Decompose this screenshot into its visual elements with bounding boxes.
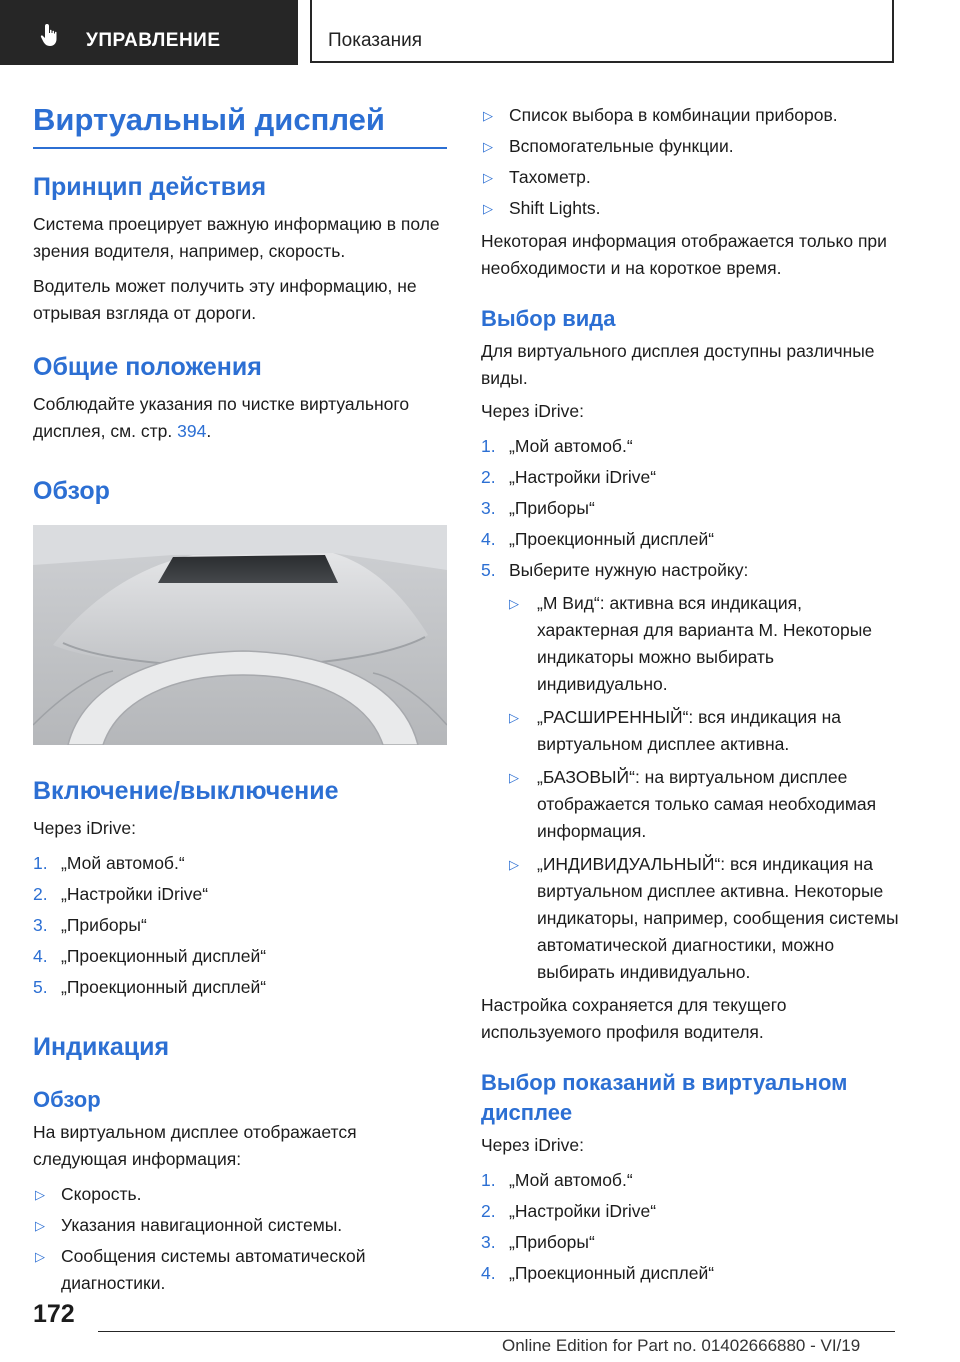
view-saved-paragraph: Настройка сохраняется для текущего используемого профиля водителя. (481, 995, 787, 1042)
step-text: „Настройки iDrive“ (61, 884, 209, 904)
select-steps (481, 1167, 901, 1287)
step-text: „Мой автомоб.“ (509, 1170, 633, 1190)
select-via: Через iDrive: (481, 1135, 584, 1155)
triangle-bullet-icon: ▷ (483, 201, 493, 216)
overview-heading: Обзор (33, 477, 110, 505)
chapter-label: Показания (328, 30, 422, 51)
step-number: 2. (481, 1201, 496, 1221)
list-item (481, 557, 901, 986)
step-number: 3. (33, 915, 48, 935)
onoff-heading: Включение/выключение (33, 777, 339, 805)
principle-paragraph-2: Водитель может получить эту информацию, не отрывая взгляда от дороги. (33, 276, 417, 323)
view-heading: Выбор вида (481, 306, 616, 331)
general-text: Соблюдайте указания по чистке виртуального дисплея, см. стр. (33, 394, 410, 441)
list-item (481, 464, 901, 491)
list-item (509, 590, 901, 698)
option-text: „БАЗОВЫЙ“: на виртуальном дисплее отображается только самая необходимая информация. (537, 767, 877, 841)
indication-subheading: Обзор (33, 1087, 101, 1112)
list-item (481, 164, 901, 191)
head-up-display-photo (33, 525, 447, 745)
triangle-bullet-icon: ▷ (35, 1249, 45, 1264)
list-item (481, 433, 901, 460)
step-text: Выберите нужную настройку: (509, 560, 749, 580)
page-title: Виртуальный дисплей (33, 100, 447, 149)
indication-list-continued (481, 102, 901, 222)
triangle-bullet-icon: ▷ (509, 770, 519, 785)
list-item (481, 102, 901, 129)
section-tab (0, 0, 298, 65)
triangle-bullet-icon: ▷ (35, 1218, 45, 1233)
step-number: 4. (481, 529, 496, 549)
view-intro: Для виртуального дисплея доступны различные виды. (481, 341, 875, 388)
principle-heading: Принцип действия (33, 173, 267, 201)
list-item (509, 704, 901, 758)
note-paragraph: Некоторая информация отображается только при необходимости и на короткое время. (481, 231, 887, 278)
view-steps (481, 433, 901, 986)
list-item (481, 495, 901, 522)
option-text: „РАСШИРЕННЫЙ“: вся индикация на виртуальном дисплее активна. (537, 707, 842, 754)
item-text: Скорость. (61, 1184, 142, 1204)
onoff-steps (33, 850, 447, 1001)
step-text: „Настройки iDrive“ (509, 467, 657, 487)
general-heading: Общие положения (33, 353, 262, 381)
page-reference-link[interactable]: 394 (177, 421, 207, 441)
step-text: „Приборы“ (509, 498, 595, 518)
option-text: „ИНДИВИДУАЛЬНЫЙ“: вся индикация на виртуальном дисплее активна. Некоторые индикаторы, например, сообщения системы автоматической диагностики, можно выбирать индивидуально. (537, 854, 899, 982)
step-text: „Проекционный дисплей“ (509, 529, 715, 549)
list-item (481, 526, 901, 553)
triangle-bullet-icon: ▷ (483, 139, 493, 154)
step-number: 1. (481, 1170, 496, 1190)
list-item (33, 943, 447, 970)
list-item (33, 912, 447, 939)
step-text: „Мой автомоб.“ (61, 853, 185, 873)
indication-list (33, 1181, 447, 1297)
list-item (481, 1198, 901, 1225)
left-column (33, 100, 447, 1297)
list-item (509, 764, 901, 845)
triangle-bullet-icon: ▷ (509, 710, 519, 725)
step-number: 2. (481, 467, 496, 487)
indication-intro: На виртуальном дисплее отображается следующая информация: (33, 1122, 357, 1169)
step-number: 4. (481, 1263, 496, 1283)
step-text: „Приборы“ (61, 915, 147, 935)
chapter-box (310, 0, 894, 63)
list-item (481, 1229, 901, 1256)
item-text: Вспомогательные функции. (509, 136, 734, 156)
list-item (33, 850, 447, 877)
list-item (33, 1212, 447, 1239)
item-text: Список выбора в комбинации приборов. (509, 105, 838, 125)
onoff-intro: Через iDrive: (33, 818, 136, 838)
step-text: „Приборы“ (509, 1232, 595, 1252)
step-number: 2. (33, 884, 48, 904)
step-text: „Проекционный дисплей“ (61, 977, 267, 997)
item-text: Тахометр. (509, 167, 591, 187)
step-number: 1. (481, 436, 496, 456)
item-text: Shift Lights. (509, 198, 601, 218)
select-heading: Выбор показаний в виртуальном дисплее (481, 1070, 848, 1125)
hud-illustration (33, 525, 447, 745)
edition-line: Online Edition for Part no. 01402666880 - VI/19 (502, 1336, 861, 1355)
step-text: „Мой автомоб.“ (509, 436, 633, 456)
step-number: 5. (481, 560, 496, 580)
item-text: Сообщения системы автоматической диагностики. (61, 1246, 366, 1293)
list-item (33, 974, 447, 1001)
right-column (481, 100, 901, 1287)
step-number: 3. (481, 498, 496, 518)
footer-divider (98, 1331, 895, 1332)
step-text: „Настройки iDrive“ (509, 1201, 657, 1221)
list-item (481, 1260, 901, 1287)
option-text: „M Вид“: активна вся индикация, характерная для варианта M. Некоторые индикаторы можно выбирать индивидуально. (537, 593, 873, 694)
list-item (33, 881, 447, 908)
triangle-bullet-icon: ▷ (509, 596, 519, 611)
list-item (481, 133, 901, 160)
list-item (481, 195, 901, 222)
step-number: 5. (33, 977, 48, 997)
page-number: 172 (33, 1300, 75, 1328)
triangle-bullet-icon: ▷ (483, 108, 493, 123)
step-text: „Проекционный дисплей“ (61, 946, 267, 966)
list-item (33, 1243, 447, 1297)
step-text: „Проекционный дисплей“ (509, 1263, 715, 1283)
indication-heading: Индикация (33, 1033, 170, 1061)
general-tail: . (206, 421, 212, 441)
general-paragraph (33, 391, 447, 445)
hand-pointer-icon (38, 22, 64, 48)
section-label: УПРАВЛЕНИЕ (86, 30, 221, 51)
step-number: 1. (33, 853, 48, 873)
item-text: Указания навигационной системы. (61, 1215, 343, 1235)
list-item (481, 1167, 901, 1194)
triangle-bullet-icon: ▷ (509, 857, 519, 872)
step-number: 3. (481, 1232, 496, 1252)
list-item (509, 851, 901, 986)
principle-paragraph-1: Система проецирует важную информацию в поле зрения водителя, например, скорость. (33, 214, 440, 261)
view-via: Через iDrive: (481, 401, 584, 421)
list-item (33, 1181, 447, 1208)
view-options (509, 590, 901, 986)
triangle-bullet-icon: ▷ (483, 170, 493, 185)
triangle-bullet-icon: ▷ (35, 1187, 45, 1202)
step-number: 4. (33, 946, 48, 966)
